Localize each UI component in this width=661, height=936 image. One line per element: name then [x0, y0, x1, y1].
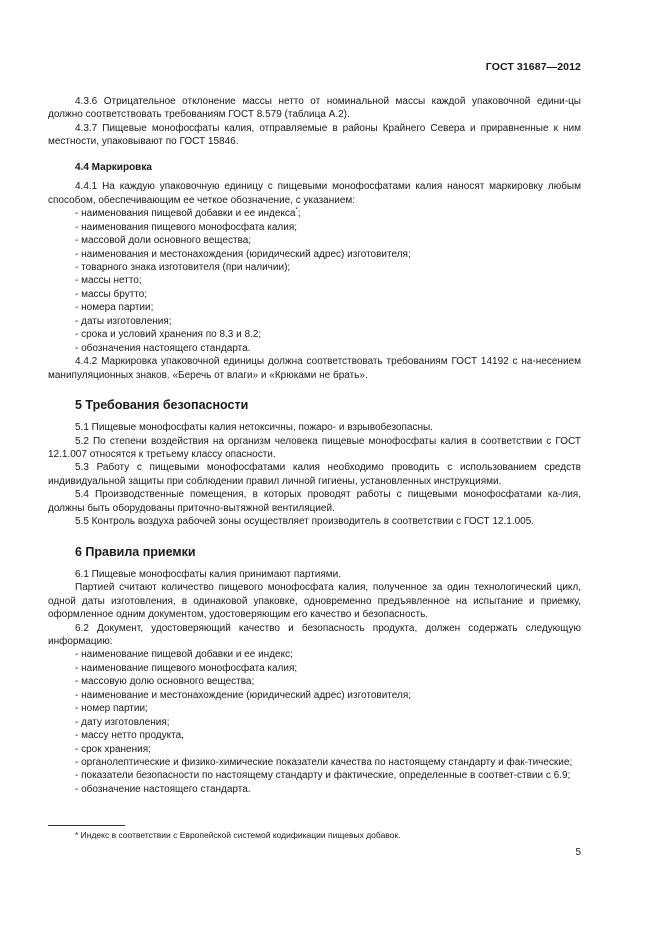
paragraph-4-4-2: 4.4.2 Маркировка упаковочной единицы должна соответствовать требованиям ГОСТ 14192 с на-несением манипуляционных знаков. «Беречь от влаги» и «Крюками не брать». [48, 356, 581, 381]
list-item: - массовой доли основного вещества; [75, 235, 252, 247]
list-item: - наименования и местонахождения (юридический адрес) изготовителя; [75, 248, 411, 260]
list-item: - срока и условий хранения по 8.3 и 8.2; [75, 329, 262, 341]
list-item: - наименования пищевого монофосфата калия; [75, 221, 298, 233]
footnote-mark: * [295, 207, 298, 214]
paragraph-4-4-1: 4.4.1 На каждую упаковочную единицу с пищевыми монофосфатами калия наносят маркировку любым способом, обеспечивающим ее четкое обозначение, с указанием: [48, 181, 581, 206]
list-item: - наименование пищевого монофосфата калия; [75, 662, 298, 674]
footnote-divider [48, 825, 125, 826]
document-header: ГОСТ 31687—2012 [485, 61, 581, 73]
list-item: - товарного знака изготовителя (при наличии); [75, 261, 291, 273]
list-item: - показатели безопасности по настоящему стандарту и фактические, определенные в соответ-ствии с 6.9; [75, 770, 571, 782]
list-item: - срок хранения; [75, 743, 151, 755]
list-item: - номера партии; [75, 302, 154, 314]
paragraph-6-1: 6.1 Пищевые монофосфаты калия принимают партиями. [75, 568, 342, 580]
document-body [48, 95, 581, 796]
list-item: - массовую долю основного вещества; [75, 676, 255, 688]
paragraph-5-3: 5.3 Работу с пищевыми монофосфатами калия необходимо проводить с использованием средств индивидуальной защиты при соблюдении правил личной гигиены, установленных инструкциями. [48, 462, 581, 487]
list-item: - массы брутто; [75, 288, 148, 300]
list-item: - массу нетто продукта, [75, 730, 184, 742]
subsection-title-4-4: 4.4 Маркировка [75, 161, 152, 173]
list-item: - номер партии; [75, 703, 148, 715]
page-number: 5 [575, 847, 581, 858]
paragraph-5-2: 5.2 По степени воздействия на организм человека пищевые монофосфаты калия в соответствии с ГОСТ 12.1.007 относятся к третьему классу опасности. [48, 435, 581, 460]
list-item: - массы нетто; [75, 275, 142, 287]
paragraph-6-1-batch: Партией считают количество пищевого монофосфата калия, полученное за один технологический цикл, одной даты изготовления, в одинаковой упаковке, одновременно предъявленное на испытание и приемку, оформленное одним документом, удостоверяющим его качество и безопасность. [48, 582, 581, 621]
paragraph-4-3-7: 4.3.7 Пищевые монофосфаты калия, отправляемые в районы Крайнего Севера и приравненные к ним местности, упаковывают по ГОСТ 15846. [48, 122, 581, 148]
section-title-6: 6 Правила приемки [75, 544, 196, 559]
list-item: - наименование и местонахождение (юридический адрес) изготовителя; [75, 689, 412, 701]
list-item: - наименование пищевой добавки и ее индекс; [75, 649, 293, 661]
paragraph-5-1: 5.1 Пищевые монофосфаты калия нетоксичны, пожаро- и взрывобезопасны. [75, 422, 433, 434]
footnote: * Индекс в соответствии с Европейской системой кодификации пищевых добавок. [75, 830, 401, 840]
list-item: - обозначения настоящего стандарта. [75, 342, 251, 354]
paragraph-5-5: 5.5 Контроль воздуха рабочей зоны осуществляет производитель в соответствии с ГОСТ 12.1.005. [75, 516, 535, 528]
list-item: - обозначение настоящего стандарта. [75, 783, 251, 795]
list-item [48, 207, 581, 220]
paragraph-6-2: 6.2 Документ, удостоверяющий качество и безопасность продукта, должен содержать следующую информацию: [48, 622, 581, 647]
list-item: - дату изготовления; [75, 716, 170, 728]
paragraph-4-3-6: 4.3.6 Отрицательное отклонение массы нетто от номинальной массы каждой упаковочной едини-цы должно соответствовать требованиям ГОСТ 8.579 (таблица А.2). [48, 96, 581, 121]
list-item-end: ; [297, 208, 301, 220]
section-title-5: 5 Требования безопасности [75, 398, 249, 413]
paragraph-5-4: 5.4 Производственные помещения, в которых проводят работы с пищевыми монофосфатами ка-лия, должны быть оборудованы приточно-вытяжной вентиляцией. [48, 489, 581, 514]
list-item: - даты изготовления; [75, 315, 172, 327]
list-item-text: - наименования пищевой добавки и ее индекса [75, 208, 296, 220]
list-item: - органолептические и физико-химические показатели качества по настоящему стандарту и фак-тические; [75, 757, 573, 769]
